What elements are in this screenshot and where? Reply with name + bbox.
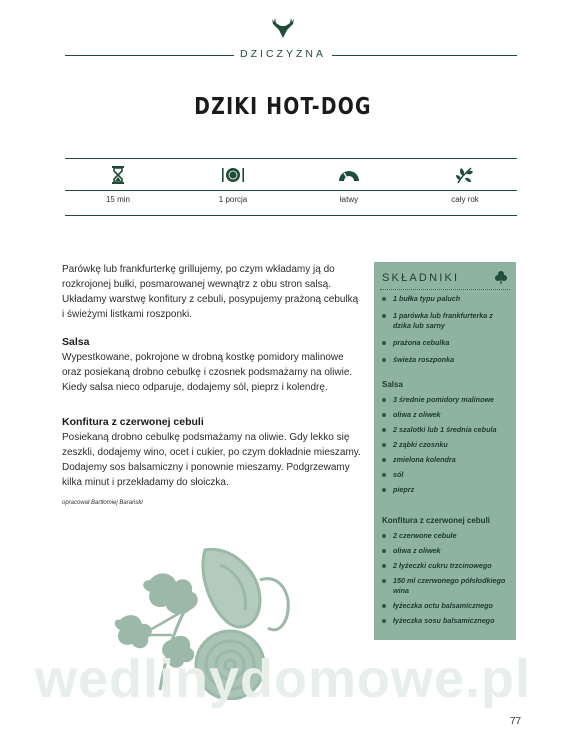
plate-cutlery-icon xyxy=(221,166,245,184)
author-credit: opracował Bartłomiej Barański xyxy=(62,500,143,506)
list-item: 2 łyżeczki cukru trzcinowego xyxy=(374,561,516,571)
list-item: 1 parówka lub frankfurterka z dzika lub sarny xyxy=(374,311,516,331)
list-item: 2 ząbki czosnku xyxy=(374,440,516,450)
info-time xyxy=(58,164,178,204)
konfitura-section xyxy=(62,415,362,490)
list-item: sól xyxy=(374,470,516,480)
salsa-ingredients-list xyxy=(374,395,516,495)
recipe-title: DZIKI HOT-DOG xyxy=(194,94,372,120)
list-item: prażona cebulka xyxy=(374,338,516,348)
list-item: pieprz xyxy=(374,485,516,495)
salsa-text: Wypestkowane, pokrojone w drobną kostkę pomidory malinowe oraz posiekaną drobno cebulkę i czosnek podsmażamy na oliwie. Kiedy salsa nieco odparuje, dodajemy sól, pieprz i kolendrę. xyxy=(62,352,353,393)
info-difficulty-label: łatwy xyxy=(339,195,359,204)
konfitura-text: Posiekaną drobno cebulkę podsmażamy na oliwie. Gdy lekko się zeszkli, dodajemy wino, ocet i cukier, po czym dokładnie mieszamy. Dodajemy sos balsamiczny i ponownie mieszamy. Podgrzewamy kilka minut i przekładamy do słoiczka. xyxy=(62,432,361,488)
intro-paragraph: Parówkę lub frankfurterkę grillujemy, po czym wkładamy ją do rozkrojonej bułki, posmarowanej wewnątrz z obu stron salsą. Układamy warstwę konfitury z cebuli, posypujemy prażoną cebulką i świeżymi listkami roszponki. xyxy=(62,264,359,320)
ingredients-panel xyxy=(374,262,516,640)
konfitura-heading: Konfitura z czerwonej cebuli xyxy=(62,416,204,428)
list-item: świeża roszponka xyxy=(374,355,516,365)
info-difficulty xyxy=(289,164,409,204)
list-item: łyżeczka octu balsamicznego xyxy=(374,601,516,611)
category-label: DZICZYZNA xyxy=(0,48,566,60)
info-time-label: 15 min xyxy=(105,195,130,204)
info-season-label: cały rok xyxy=(451,195,479,204)
list-item: 150 ml czerwonego półsłodkiego wina xyxy=(374,576,516,596)
info-season xyxy=(405,164,525,204)
watermark: wedlinydomowe.pl xyxy=(34,649,532,709)
clover-icon xyxy=(494,270,508,284)
herb-leaves-icon xyxy=(455,165,475,185)
difficulty-gauge-icon xyxy=(338,167,360,183)
info-bottom-divider xyxy=(65,215,517,216)
ingredients-title: SKŁADNIKI xyxy=(382,272,460,284)
salsa-ingredients-heading: Salsa xyxy=(382,380,403,389)
list-item: 2 czerwone cebule xyxy=(374,531,516,541)
konfitura-ingredients-heading: Konfitura z czerwonej cebuli xyxy=(382,516,491,525)
list-item: oliwa z oliwek xyxy=(374,546,516,556)
list-item: zmielona kolendra xyxy=(374,455,516,465)
list-item: 1 bułka typu paluch xyxy=(374,294,516,304)
info-portion xyxy=(173,164,293,204)
info-top-divider xyxy=(65,158,517,159)
ingredients-divider xyxy=(380,289,510,290)
hourglass-icon xyxy=(111,166,125,184)
list-item: 2 szalotki lub 1 średnia cebula xyxy=(374,425,516,435)
info-portion-label: 1 porcja xyxy=(218,195,248,204)
main-ingredients-list xyxy=(374,294,516,365)
list-item: 3 średnie pomidory malinowe xyxy=(374,395,516,405)
deer-head-logo xyxy=(270,14,296,40)
salsa-heading: Salsa xyxy=(62,336,90,348)
salsa-section xyxy=(62,335,362,395)
konfitura-ingredients-list xyxy=(374,531,516,626)
list-item: oliwa z oliwek xyxy=(374,410,516,420)
list-item: łyżeczka sosu balsamicznego xyxy=(374,616,516,626)
page-number: 77 xyxy=(510,716,522,727)
